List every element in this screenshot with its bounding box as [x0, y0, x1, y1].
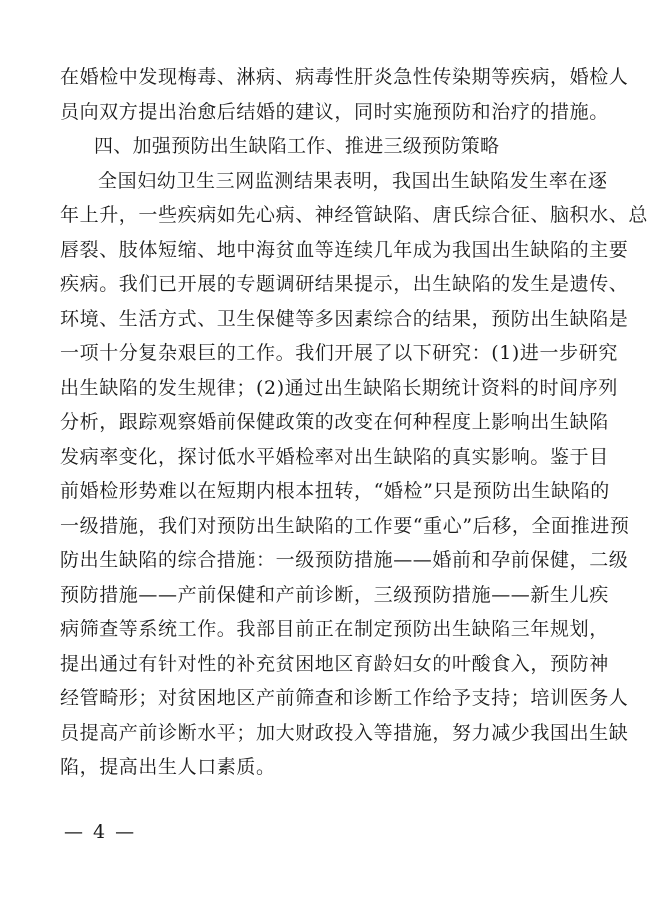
text-line: 在婚检中发现梅毒、淋病、病毒性肝炎急性传染期等疾病，婚检人 — [60, 66, 629, 88]
text-line: 预防措施——产前保健和产前诊断，三级预防措施——新生儿疾 — [60, 583, 609, 606]
text-line: 环境、生活方式、卫生保健等多因素综合的结果，预防出生缺陷是 — [60, 307, 629, 330]
text-line: 员向双方提出治愈后结婚的建议，同时实施预防和治疗的措施。 — [60, 100, 609, 123]
text-line: 提出通过有针对性的补充贫困地区育龄妇女的叶酸食入，预防神 — [60, 652, 609, 675]
text-line: 员提高产前诊断水平；加大财政投入等措施，努力减少我国出生缺 — [60, 721, 629, 744]
text-line: 一级措施，我们对预防出生缺陷的工作要“重心”后移，全面推进预 — [60, 514, 630, 537]
text-line: 前婚检形势难以在短期内根本扭转，“婚检”只是预防出生缺陷的 — [60, 480, 610, 502]
section-heading: 四、加强预防出生缺陷工作、推进三级预防策略 — [94, 135, 500, 157]
text-line: 年上升，一些疾病如先心病、神经管缺陷、唐氏综合征、脑积水、总 — [60, 204, 649, 226]
text-line: 经管畸形；对贫困地区产前筛查和诊断工作给予支持；培训医务人 — [60, 687, 629, 709]
text-line: 出生缺陷的发生规律；(2)通过出生缺陷长期统计资料的时间序列 — [60, 376, 618, 399]
text-line: 疾病。我们已开展的专题调研结果提示，出生缺陷的发生是遗传、 — [60, 273, 629, 295]
text-line: 全国妇幼卫生三网监测结果表明，我国出生缺陷发生率在逐 — [98, 169, 608, 192]
text-line: 一项十分复杂艰巨的工作。我们开展了以下研究：(1)进一步研究 — [60, 342, 618, 364]
text-line: 唇裂、肢体短缩、地中海贫血等连续几年成为我国出生缺陷的主要 — [60, 238, 629, 261]
text-line: 分析，跟踪观察婚前保健政策的改变在何种程度上影响出生缺陷 — [60, 411, 609, 433]
text-line: 病筛查等系统工作。我部目前正在制定预防出生缺陷三年规划， — [60, 618, 609, 640]
text-line: 防出生缺陷的综合措施：一级预防措施——婚前和孕前保健，二级 — [60, 549, 629, 571]
page-number: — 4 — — [64, 821, 137, 843]
body-text — [60, 60, 649, 785]
text-line: 陷，提高出生人口素质。 — [60, 756, 276, 778]
text-line: 发病率变化，探讨低水平婚检率对出生缺陷的真实影响。鉴于目 — [60, 445, 609, 468]
